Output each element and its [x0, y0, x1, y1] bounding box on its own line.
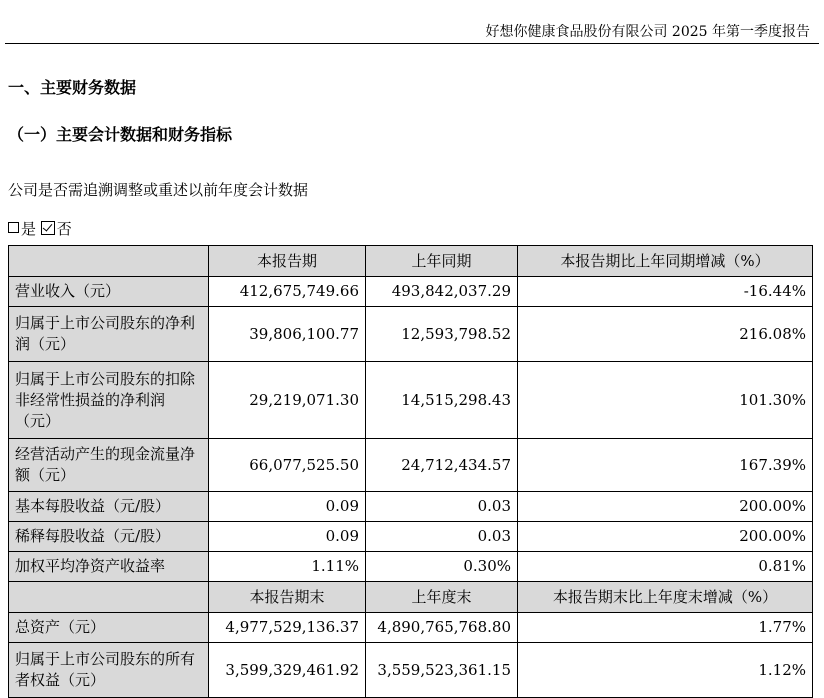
row-label: 归属于上市公司股东的净利润（元）	[9, 307, 209, 362]
table-row	[9, 522, 813, 552]
header-cell: 本报告期比上年同期增减（%）	[518, 246, 813, 277]
financial-data-table	[8, 245, 813, 698]
current-value: 39,806,100.77	[209, 307, 366, 362]
change-value: 200.00%	[518, 522, 813, 552]
prior-value: 4,890,765,768.80	[366, 613, 518, 643]
table-row	[9, 552, 813, 582]
row-label: 经营活动产生的现金流量净额（元）	[9, 439, 209, 492]
prior-value: 12,593,798.52	[366, 307, 518, 362]
no-label: 否	[56, 220, 72, 238]
table-row	[9, 362, 813, 439]
current-value: 0.09	[209, 492, 366, 522]
change-value: 167.39%	[518, 439, 813, 492]
table-header-row	[9, 582, 813, 613]
table-row	[9, 439, 813, 492]
row-label: 基本每股收益（元/股）	[9, 492, 209, 522]
table-row	[9, 277, 813, 307]
restatement-answer	[8, 218, 72, 239]
table-row	[9, 492, 813, 522]
table-row	[9, 307, 813, 362]
header-cell: 本报告期	[209, 246, 366, 277]
current-value: 3,599,329,461.92	[209, 643, 366, 698]
header-cell	[9, 246, 209, 277]
prior-value: 3,559,523,361.15	[366, 643, 518, 698]
header-cell	[9, 582, 209, 613]
section-title: 一、主要财务数据	[8, 78, 137, 97]
change-value: 216.08%	[518, 307, 813, 362]
row-label: 营业收入（元）	[9, 277, 209, 307]
row-label: 归属于上市公司股东的所有者权益（元）	[9, 643, 209, 698]
prior-value: 0.03	[366, 492, 518, 522]
change-value: 101.30%	[518, 362, 813, 439]
row-label: 稀释每股收益（元/股）	[9, 522, 209, 552]
row-label: 归属于上市公司股东的扣除非经常性损益的净利润（元）	[9, 362, 209, 439]
row-label: 加权平均净资产收益率	[9, 552, 209, 582]
header-cell: 上年度末	[366, 582, 518, 613]
change-value: 200.00%	[518, 492, 813, 522]
table-row	[9, 643, 813, 698]
yes-label: 是	[21, 220, 37, 238]
prior-value: 0.03	[366, 522, 518, 552]
report-header-title: 好想你健康食品股份有限公司 2025 年第一季度报告	[485, 24, 810, 40]
table-row	[9, 613, 813, 643]
current-value: 4,977,529,136.37	[209, 613, 366, 643]
current-value: 1.11%	[209, 552, 366, 582]
change-value: 1.12%	[518, 643, 813, 698]
header-cell: 本报告期末	[209, 582, 366, 613]
current-value: 29,219,071.30	[209, 362, 366, 439]
header-cell: 本报告期末比上年度末增减（%）	[518, 582, 813, 613]
change-value: 1.77%	[518, 613, 813, 643]
row-label: 总资产（元）	[9, 613, 209, 643]
subsection-title: （一）主要会计数据和财务指标	[8, 125, 233, 144]
table-header-row	[9, 246, 813, 277]
prior-value: 14,515,298.43	[366, 362, 518, 439]
change-value: 0.81%	[518, 552, 813, 582]
change-value: -16.44%	[518, 277, 813, 307]
current-value: 0.09	[209, 522, 366, 552]
prior-value: 24,712,434.57	[366, 439, 518, 492]
header-divider	[5, 43, 819, 44]
header-cell: 上年同期	[366, 246, 518, 277]
no-checkbox-checked-icon	[41, 221, 55, 235]
restatement-question: 公司是否需追溯调整或重述以前年度会计数据	[8, 181, 309, 199]
yes-checkbox-icon	[8, 222, 19, 233]
current-value: 66,077,525.50	[209, 439, 366, 492]
prior-value: 493,842,037.29	[366, 277, 518, 307]
current-value: 412,675,749.66	[209, 277, 366, 307]
prior-value: 0.30%	[366, 552, 518, 582]
